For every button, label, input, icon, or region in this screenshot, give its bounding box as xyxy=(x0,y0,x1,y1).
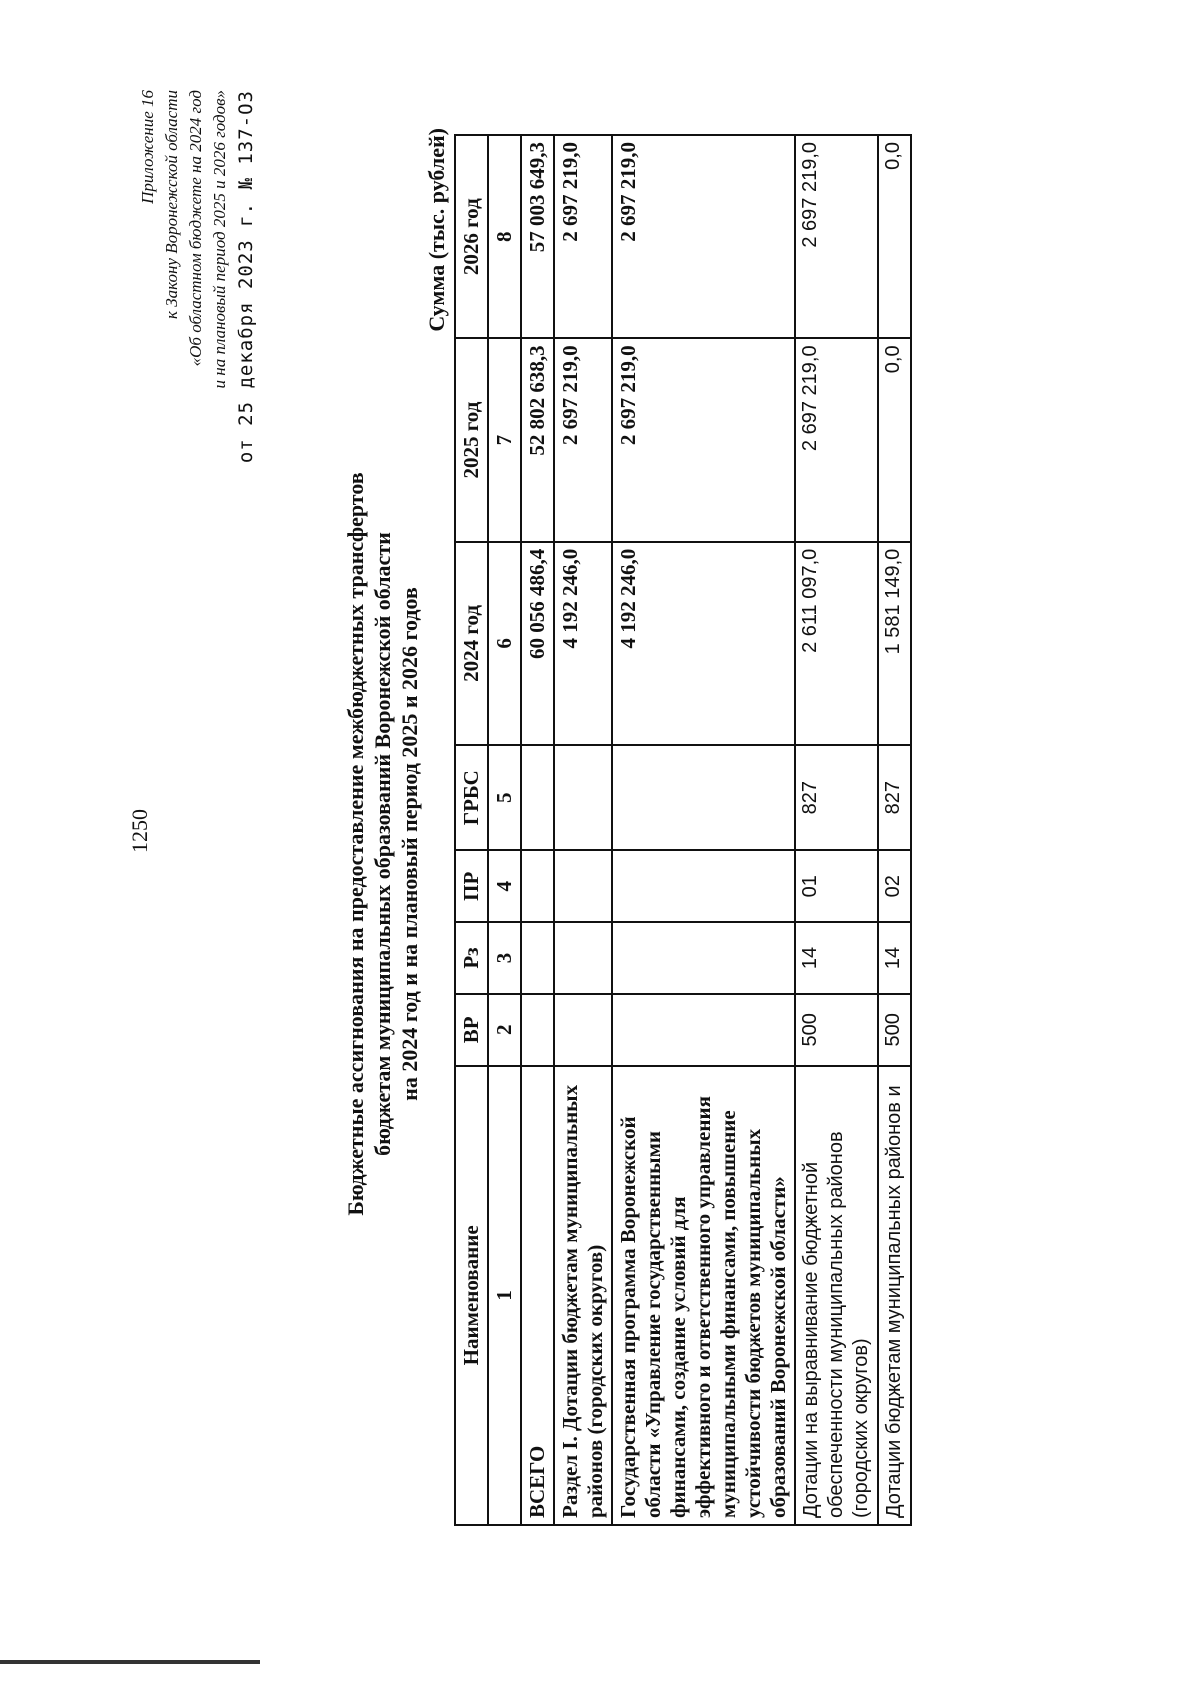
row-2025: 2 697 219,0 xyxy=(612,338,795,541)
row-2025: 52 802 638,3 xyxy=(521,338,554,541)
rotated-page-content xyxy=(120,54,1080,1634)
column-number-row xyxy=(488,135,521,1525)
table-row-total xyxy=(521,135,554,1525)
column-number: 6 xyxy=(488,542,521,745)
row-vr xyxy=(554,994,612,1066)
row-name: ВСЕГО xyxy=(521,1066,554,1525)
row-pr xyxy=(612,850,795,922)
title-line-1: Бюджетные ассигнования на предоставление межбюджетных трансфертов xyxy=(343,472,368,1216)
annex-line-1: Приложение 16 xyxy=(138,90,157,204)
row-2025: 0,0 xyxy=(878,338,911,541)
row-grbs: 827 xyxy=(795,745,878,850)
row-2025: 2 697 219,0 xyxy=(554,338,612,541)
row-grbs xyxy=(521,745,554,850)
row-vr xyxy=(612,994,795,1066)
header-name: Наименование xyxy=(455,1066,488,1525)
row-2024: 4 192 246,0 xyxy=(612,542,795,745)
row-2026: 2 697 219,0 xyxy=(795,135,878,338)
row-name: Дотации на выравнивание бюджетной обеспеченности муниципальных районов (городских округов) xyxy=(795,1066,878,1525)
row-vr: 500 xyxy=(878,994,911,1066)
budget-table xyxy=(454,134,912,1526)
row-2026: 2 697 219,0 xyxy=(612,135,795,338)
row-2024: 4 192 246,0 xyxy=(554,542,612,745)
row-pr: 01 xyxy=(795,850,878,922)
row-vr: 500 xyxy=(795,994,878,1066)
annex-line-3: «Об областном бюджете на 2024 год xyxy=(186,90,205,367)
row-2026: 57 003 649,3 xyxy=(521,135,554,338)
table-header-row xyxy=(455,135,488,1525)
row-2024: 2 611 097,0 xyxy=(795,542,878,745)
row-name: Раздел I. Дотации бюджетам муниципальных районов (городских округов) xyxy=(554,1066,612,1525)
column-number: 1 xyxy=(488,1066,521,1525)
column-number: 2 xyxy=(488,994,521,1066)
annex-header xyxy=(136,90,258,990)
annex-line-2: к Закону Воронежской области xyxy=(162,90,181,319)
row-rz: 14 xyxy=(795,922,878,994)
row-rz: 14 xyxy=(878,922,911,994)
header-vr: ВР xyxy=(455,994,488,1066)
header-2024: 2024 год xyxy=(455,542,488,745)
title-line-3: на 2024 год и на плановый период 2025 и 2026 годов xyxy=(397,587,422,1101)
row-vr xyxy=(521,994,554,1066)
row-pr: 02 xyxy=(878,850,911,922)
header-2025: 2025 год xyxy=(455,338,488,541)
title-line-2: бюджетам муниципальных образований Воронежской области xyxy=(370,532,395,1156)
header-grbs: ГРБС xyxy=(455,745,488,850)
scan-edge-line xyxy=(0,1660,260,1664)
column-number: 3 xyxy=(488,922,521,994)
row-rz xyxy=(554,922,612,994)
row-2026: 2 697 219,0 xyxy=(554,135,612,338)
row-2025: 2 697 219,0 xyxy=(795,338,878,541)
row-pr xyxy=(521,850,554,922)
row-rz xyxy=(521,922,554,994)
column-number: 8 xyxy=(488,135,521,338)
page-number: 1250 xyxy=(127,809,152,853)
table-row-program xyxy=(612,135,795,1525)
row-name: Государственная программа Воронежской области «Управление государственными финансами, создание условий для эффективного и ответственного управления муниципальными финансами, повышение устойчивости бюджетов муниципальных образований Воронежской области» xyxy=(612,1066,795,1525)
annex-line-4: и на плановый период 2025 и 2026 годов» xyxy=(210,90,229,389)
header-2026: 2026 год xyxy=(455,135,488,338)
row-2024: 60 056 486,4 xyxy=(521,542,554,745)
row-grbs xyxy=(612,745,795,850)
header-pr: ПР xyxy=(455,850,488,922)
decree-date-number: от 25 декабря 2023 г. № 137-ОЗ xyxy=(235,90,257,464)
table-row xyxy=(878,135,911,1525)
document-title xyxy=(342,54,423,1634)
row-2026: 0,0 xyxy=(878,135,911,338)
row-2024: 1 581 149,0 xyxy=(878,542,911,745)
column-number: 4 xyxy=(488,850,521,922)
header-rz: Рз xyxy=(455,922,488,994)
column-number: 7 xyxy=(488,338,521,541)
row-pr xyxy=(554,850,612,922)
row-grbs: 827 xyxy=(878,745,911,850)
column-number: 5 xyxy=(488,745,521,850)
table-row-section xyxy=(554,135,612,1525)
row-name: Дотации бюджетам муниципальных районов и xyxy=(878,1066,911,1525)
row-grbs xyxy=(554,745,612,850)
row-rz xyxy=(612,922,795,994)
unit-label: Сумма (тыс. рублей) xyxy=(424,128,449,332)
table-row xyxy=(795,135,878,1525)
